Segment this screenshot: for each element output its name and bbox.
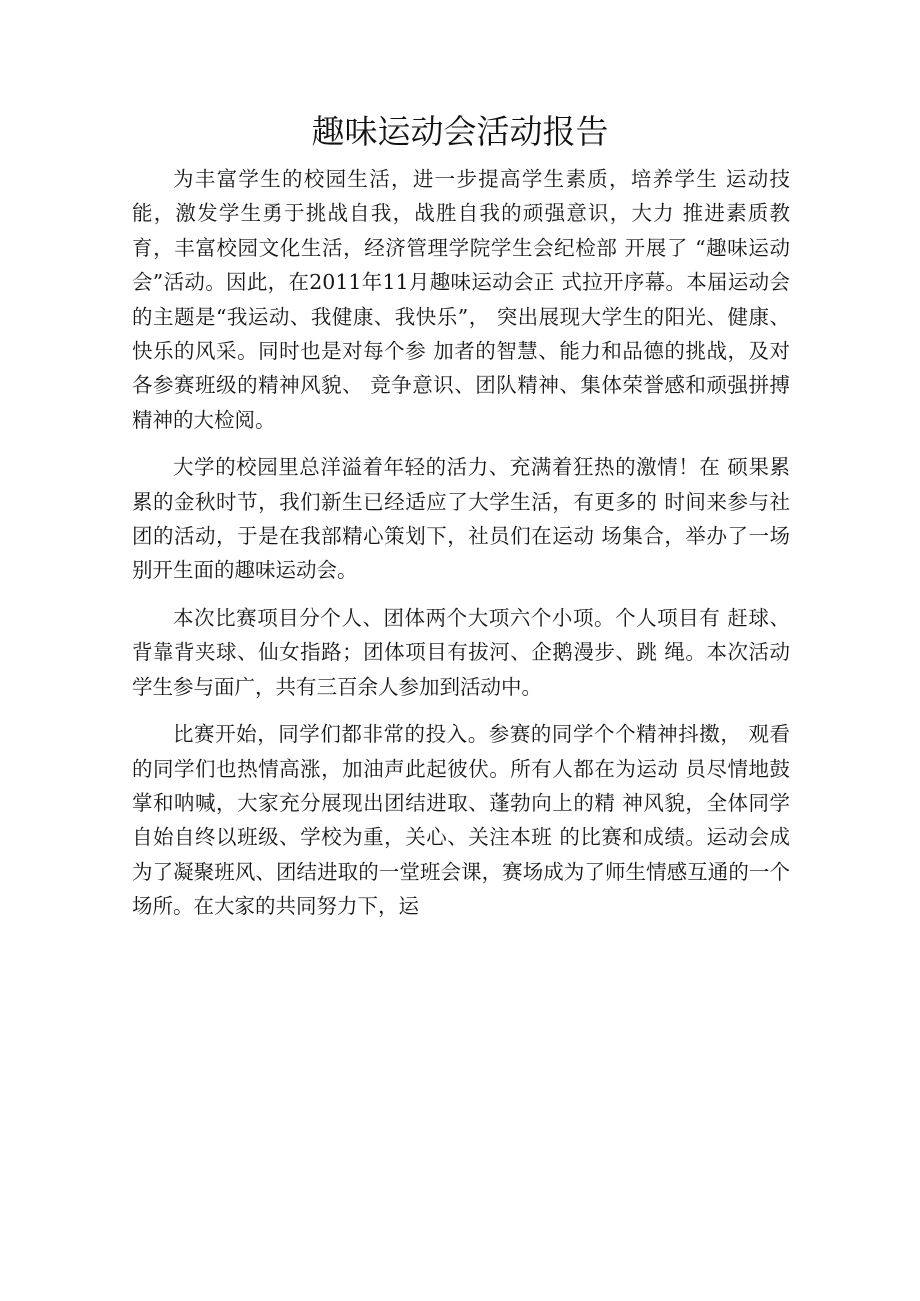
document-title: 趣味运动会活动报告 [311, 112, 609, 151]
document-body [132, 162, 790, 924]
paragraph-competition: 比赛开始，同学们都非常的投入。参赛的同学个个精神抖擞， 观看的同学们也热情高涨，加油声此起彼伏。所有人都在为运动 员尽情地鼓掌和呐喊，大家充分展现出团结进取、蓬勃向上的精 神风貌，全体同学自始自终以班级、学校为重，关心、关注本班 的比赛和成绩。运动会成为了凝聚班风、团结进取的一堂班会课，赛场成为了师生情感互通的一个场所。在大家的共同努力下，运 [132, 722, 790, 919]
paragraph-campus: 大学的校园里总洋溢着年轻的活力、充满着狂热的激情！在 硕果累累的金秋时节，我们新生已经适应了大学生活，有更多的 时间来参与社团的活动，于是在我部精心策划下，社员们在运动 场集合，举办了一场别开生面的趣味运动会。 [132, 455, 790, 583]
paragraph-events: 本次比赛项目分个人、团体两个大项六个小项。个人项目有 赶球、背靠背夹球、仙女指路；团体项目有拔河、企鹅漫步、跳 绳。本次活动学生参与面广，共有三百余人参加到活动中。 [132, 605, 790, 699]
paragraph-intro: 为丰富学生的校园生活，进一步提高学生素质，培养学生 运动技能，激发学生勇于挑战自我，战胜自我的顽强意识，大力 推进素质教育，丰富校园文化生活，经济管理学院学生会纪检部 开展了 “趣味运动会”活动。因此，在2011年11月趣味运动会正 式拉开序幕。本届运动会的主题是“我运动、我健康、我快乐”， 突出展现大学生的阳光、健康、快乐的风采。同时也是对每个参 加者的智慧、能力和品德的挑战，及对各参赛班级的精神风貌、 竞争意识、团队精神、集体荣誉感和顽强拼搏精神的大检阅。 [132, 167, 790, 432]
